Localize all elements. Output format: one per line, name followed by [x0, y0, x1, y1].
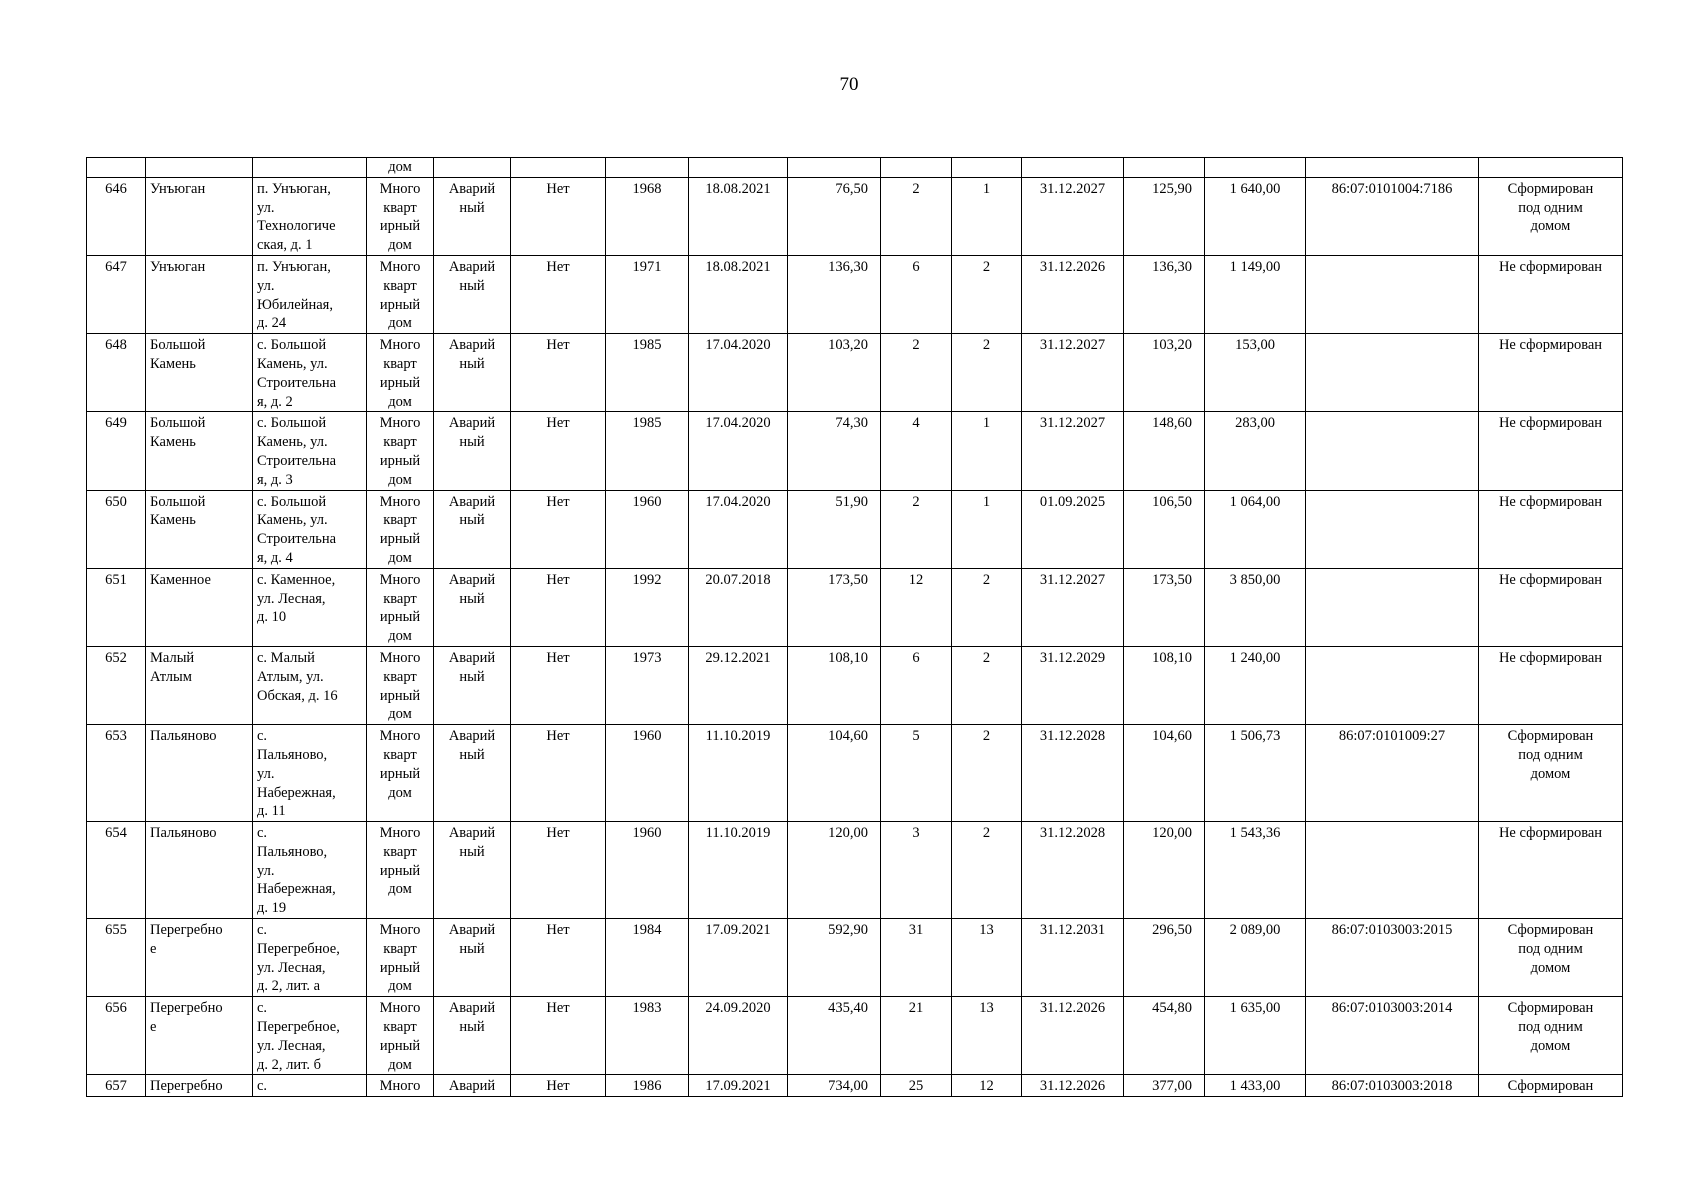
- cell-condition: Аварий ный: [434, 490, 511, 568]
- cell-land-status: Сформирован под одним домом: [1479, 997, 1623, 1075]
- cell-building-type: Много кварт ирный дом: [367, 177, 434, 255]
- cell-condition: Аварий ный: [434, 822, 511, 919]
- cell-land-status: Сформирован под одним домом: [1479, 177, 1623, 255]
- cell-cadastral-number: [1306, 822, 1479, 919]
- cell-land-area: 1 640,00: [1205, 177, 1306, 255]
- table-row: [87, 412, 1623, 490]
- cell-area: 51,90: [788, 490, 881, 568]
- cell-land-area: 1 064,00: [1205, 490, 1306, 568]
- cell-land-status: Не сформирован: [1479, 255, 1623, 333]
- cell-area: 74,30: [788, 412, 881, 490]
- cell-building-type: Много кварт ирный дом: [367, 490, 434, 568]
- cell-number: 657: [87, 1075, 146, 1097]
- cell-apartments: 2: [952, 568, 1022, 646]
- cell-residents: 4: [881, 412, 952, 490]
- cell-settlement: Малый Атлым: [146, 646, 253, 724]
- cell-flag: Нет: [511, 1075, 606, 1097]
- cell-settlement: Унъюган: [146, 177, 253, 255]
- table-cell: [881, 158, 952, 178]
- cell-cadastral-number: [1306, 255, 1479, 333]
- cell-condition: Аварий ный: [434, 997, 511, 1075]
- cell-recognition-date: 24.09.2020: [689, 997, 788, 1075]
- cell-recognition-date: 11.10.2019: [689, 822, 788, 919]
- cell-apartments: 2: [952, 334, 1022, 412]
- cell-building-type: Много кварт ирный дом: [367, 822, 434, 919]
- cell-deadline: 31.12.2027: [1022, 334, 1124, 412]
- cell-residents: 5: [881, 725, 952, 822]
- table-cell: [434, 158, 511, 178]
- cell-recognition-date: 11.10.2019: [689, 725, 788, 822]
- cell-residents: 21: [881, 997, 952, 1075]
- cell-condition: Аварий ный: [434, 255, 511, 333]
- cell-residents: 25: [881, 1075, 952, 1097]
- cell-building-type: Много кварт ирный дом: [367, 255, 434, 333]
- cell-recognition-date: 17.09.2021: [689, 919, 788, 997]
- cell-deadline: 31.12.2028: [1022, 725, 1124, 822]
- cell-area: 734,00: [788, 1075, 881, 1097]
- cell-settlement: Пальяново: [146, 725, 253, 822]
- cell-flag: Нет: [511, 725, 606, 822]
- cell-land-area: 1 240,00: [1205, 646, 1306, 724]
- cell-settlement: Перегребно: [146, 1075, 253, 1097]
- cell-year: 1960: [606, 725, 689, 822]
- table-row: [87, 1075, 1623, 1097]
- cell-apartments: 1: [952, 177, 1022, 255]
- cell-building-type: Много кварт ирный дом: [367, 997, 434, 1075]
- table-cell: [1124, 158, 1205, 178]
- cell-area: 108,10: [788, 646, 881, 724]
- table-cell: [1022, 158, 1124, 178]
- cell-land-status: Не сформирован: [1479, 822, 1623, 919]
- table-cell: дом: [367, 158, 434, 178]
- cell-area: 136,30: [788, 255, 881, 333]
- table-cell: [1306, 158, 1479, 178]
- cell-condition: Аварий ный: [434, 568, 511, 646]
- cell-building-type: Много кварт ирный дом: [367, 919, 434, 997]
- cell-residents: 2: [881, 490, 952, 568]
- cell-year: 1984: [606, 919, 689, 997]
- cell-address: с. Малый Атлым, ул. Обская, д. 16: [253, 646, 367, 724]
- cell-flag: Нет: [511, 177, 606, 255]
- cell-residents: 3: [881, 822, 952, 919]
- cell-apartments: 13: [952, 919, 1022, 997]
- cell-total-area: 454,80: [1124, 997, 1205, 1075]
- cell-land-status: Не сформирован: [1479, 568, 1623, 646]
- cell-year: 1971: [606, 255, 689, 333]
- cell-flag: Нет: [511, 919, 606, 997]
- cell-area: 76,50: [788, 177, 881, 255]
- table-cell: [1205, 158, 1306, 178]
- cell-address: с. Большой Камень, ул. Строительна я, д. 2: [253, 334, 367, 412]
- cell-land-area: 1 543,36: [1205, 822, 1306, 919]
- cell-address: с.: [253, 1075, 367, 1097]
- table-row: [87, 919, 1623, 997]
- cell-condition: Аварий ный: [434, 177, 511, 255]
- cell-flag: Нет: [511, 412, 606, 490]
- housing-registry-table: [86, 157, 1623, 1097]
- cell-condition: Аварий ный: [434, 725, 511, 822]
- cell-condition: Аварий: [434, 1075, 511, 1097]
- cell-year: 1960: [606, 822, 689, 919]
- cell-settlement: Унъюган: [146, 255, 253, 333]
- cell-land-status: Не сформирован: [1479, 334, 1623, 412]
- cell-area: 435,40: [788, 997, 881, 1075]
- cell-year: 1960: [606, 490, 689, 568]
- table-row: [87, 646, 1623, 724]
- cell-settlement: Перегребно е: [146, 997, 253, 1075]
- table-row: [87, 255, 1623, 333]
- cell-total-area: 106,50: [1124, 490, 1205, 568]
- cell-land-status: Не сформирован: [1479, 490, 1623, 568]
- table-row: [87, 568, 1623, 646]
- cell-land-area: 1 506,73: [1205, 725, 1306, 822]
- cell-total-area: 296,50: [1124, 919, 1205, 997]
- cell-area: 173,50: [788, 568, 881, 646]
- cell-recognition-date: 17.04.2020: [689, 490, 788, 568]
- cell-area: 592,90: [788, 919, 881, 997]
- table-row: [87, 334, 1623, 412]
- cell-land-status: Не сформирован: [1479, 646, 1623, 724]
- cell-cadastral-number: [1306, 334, 1479, 412]
- cell-address: с. Каменное, ул. Лесная, д. 10: [253, 568, 367, 646]
- cell-residents: 6: [881, 646, 952, 724]
- cell-recognition-date: 17.04.2020: [689, 412, 788, 490]
- cell-condition: Аварий ный: [434, 334, 511, 412]
- cell-number: 656: [87, 997, 146, 1075]
- cell-address: с. Большой Камень, ул. Строительна я, д. 3: [253, 412, 367, 490]
- cell-year: 1985: [606, 412, 689, 490]
- cell-land-area: 1 433,00: [1205, 1075, 1306, 1097]
- table-cell: [511, 158, 606, 178]
- cell-building-type: Много кварт ирный дом: [367, 646, 434, 724]
- cell-number: 650: [87, 490, 146, 568]
- cell-address: п. Унъюган, ул. Юбилейная, д. 24: [253, 255, 367, 333]
- cell-apartments: 2: [952, 725, 1022, 822]
- cell-land-area: 1 635,00: [1205, 997, 1306, 1075]
- cell-flag: Нет: [511, 490, 606, 568]
- cell-number: 655: [87, 919, 146, 997]
- cell-residents: 2: [881, 177, 952, 255]
- cell-cadastral-number: [1306, 646, 1479, 724]
- cell-year: 1983: [606, 997, 689, 1075]
- cell-year: 1968: [606, 177, 689, 255]
- cell-condition: Аварий ный: [434, 919, 511, 997]
- table-row: [87, 158, 1623, 178]
- cell-apartments: 13: [952, 997, 1022, 1075]
- cell-address: с. Перегребное, ул. Лесная, д. 2, лит. б: [253, 997, 367, 1075]
- cell-cadastral-number: 86:07:0101009:27: [1306, 725, 1479, 822]
- cell-recognition-date: 18.08.2021: [689, 177, 788, 255]
- table-cell: [788, 158, 881, 178]
- table-cell: [253, 158, 367, 178]
- cell-deadline: 31.12.2027: [1022, 177, 1124, 255]
- cell-deadline: 31.12.2026: [1022, 255, 1124, 333]
- cell-deadline: 31.12.2027: [1022, 568, 1124, 646]
- cell-flag: Нет: [511, 646, 606, 724]
- cell-total-area: 136,30: [1124, 255, 1205, 333]
- cell-total-area: 173,50: [1124, 568, 1205, 646]
- cell-settlement: Большой Камень: [146, 334, 253, 412]
- cell-land-area: 1 149,00: [1205, 255, 1306, 333]
- table-cell: [689, 158, 788, 178]
- cell-deadline: 01.09.2025: [1022, 490, 1124, 568]
- cell-building-type: Много: [367, 1075, 434, 1097]
- table-cell: [146, 158, 253, 178]
- cell-building-type: Много кварт ирный дом: [367, 334, 434, 412]
- cell-building-type: Много кварт ирный дом: [367, 568, 434, 646]
- cell-number: 654: [87, 822, 146, 919]
- cell-land-status: Сформирован: [1479, 1075, 1623, 1097]
- cell-address: с. Большой Камень, ул. Строительна я, д. 4: [253, 490, 367, 568]
- cell-deadline: 31.12.2026: [1022, 997, 1124, 1075]
- cell-deadline: 31.12.2031: [1022, 919, 1124, 997]
- cell-apartments: 1: [952, 412, 1022, 490]
- cell-total-area: 103,20: [1124, 334, 1205, 412]
- cell-residents: 2: [881, 334, 952, 412]
- cell-area: 103,20: [788, 334, 881, 412]
- cell-year: 1992: [606, 568, 689, 646]
- cell-year: 1985: [606, 334, 689, 412]
- cell-recognition-date: 17.04.2020: [689, 334, 788, 412]
- cell-land-area: 3 850,00: [1205, 568, 1306, 646]
- cell-flag: Нет: [511, 822, 606, 919]
- cell-flag: Нет: [511, 255, 606, 333]
- cell-land-status: Не сформирован: [1479, 412, 1623, 490]
- cell-deadline: 31.12.2027: [1022, 412, 1124, 490]
- cell-cadastral-number: 86:07:0103003:2014: [1306, 997, 1479, 1075]
- cell-flag: Нет: [511, 334, 606, 412]
- table-cell: [952, 158, 1022, 178]
- table-row: [87, 725, 1623, 822]
- cell-deadline: 31.12.2028: [1022, 822, 1124, 919]
- cell-settlement: Перегребно е: [146, 919, 253, 997]
- cell-land-status: Сформирован под одним домом: [1479, 919, 1623, 997]
- cell-total-area: 108,10: [1124, 646, 1205, 724]
- cell-number: 651: [87, 568, 146, 646]
- cell-year: 1986: [606, 1075, 689, 1097]
- cell-recognition-date: 18.08.2021: [689, 255, 788, 333]
- table-row: [87, 822, 1623, 919]
- cell-number: 652: [87, 646, 146, 724]
- cell-residents: 31: [881, 919, 952, 997]
- cell-apartments: 12: [952, 1075, 1022, 1097]
- cell-address: п. Унъюган, ул. Технологиче ская, д. 1: [253, 177, 367, 255]
- cell-settlement: Пальяново: [146, 822, 253, 919]
- cell-number: 649: [87, 412, 146, 490]
- cell-apartments: 2: [952, 255, 1022, 333]
- cell-building-type: Много кварт ирный дом: [367, 412, 434, 490]
- cell-apartments: 1: [952, 490, 1022, 568]
- cell-cadastral-number: 86:07:0101004:7186: [1306, 177, 1479, 255]
- table-row: [87, 490, 1623, 568]
- cell-number: 653: [87, 725, 146, 822]
- cell-land-area: 283,00: [1205, 412, 1306, 490]
- cell-total-area: 148,60: [1124, 412, 1205, 490]
- cell-total-area: 125,90: [1124, 177, 1205, 255]
- cell-cadastral-number: [1306, 568, 1479, 646]
- cell-cadastral-number: 86:07:0103003:2018: [1306, 1075, 1479, 1097]
- cell-residents: 6: [881, 255, 952, 333]
- cell-number: 646: [87, 177, 146, 255]
- cell-address: с. Пальяново, ул. Набережная, д. 11: [253, 725, 367, 822]
- cell-area: 120,00: [788, 822, 881, 919]
- table-body: [87, 158, 1623, 1097]
- table-cell: [87, 158, 146, 178]
- page-number: 70: [839, 74, 859, 95]
- cell-deadline: 31.12.2026: [1022, 1075, 1124, 1097]
- cell-condition: Аварий ный: [434, 412, 511, 490]
- cell-settlement: Большой Камень: [146, 490, 253, 568]
- cell-total-area: 104,60: [1124, 725, 1205, 822]
- cell-flag: Нет: [511, 997, 606, 1075]
- cell-year: 1973: [606, 646, 689, 724]
- cell-building-type: Много кварт ирный дом: [367, 725, 434, 822]
- cell-deadline: 31.12.2029: [1022, 646, 1124, 724]
- cell-settlement: Большой Камень: [146, 412, 253, 490]
- cell-land-area: 2 089,00: [1205, 919, 1306, 997]
- cell-settlement: Каменное: [146, 568, 253, 646]
- cell-recognition-date: 29.12.2021: [689, 646, 788, 724]
- cell-cadastral-number: 86:07:0103003:2015: [1306, 919, 1479, 997]
- cell-residents: 12: [881, 568, 952, 646]
- cell-total-area: 377,00: [1124, 1075, 1205, 1097]
- cell-flag: Нет: [511, 568, 606, 646]
- table-row: [87, 997, 1623, 1075]
- cell-number: 647: [87, 255, 146, 333]
- cell-cadastral-number: [1306, 412, 1479, 490]
- cell-total-area: 120,00: [1124, 822, 1205, 919]
- table-row: [87, 177, 1623, 255]
- table-cell: [1479, 158, 1623, 178]
- cell-land-area: 153,00: [1205, 334, 1306, 412]
- table-cell: [606, 158, 689, 178]
- cell-condition: Аварий ный: [434, 646, 511, 724]
- cell-number: 648: [87, 334, 146, 412]
- cell-recognition-date: 17.09.2021: [689, 1075, 788, 1097]
- cell-apartments: 2: [952, 822, 1022, 919]
- cell-address: с. Пальяново, ул. Набережная, д. 19: [253, 822, 367, 919]
- cell-area: 104,60: [788, 725, 881, 822]
- cell-recognition-date: 20.07.2018: [689, 568, 788, 646]
- cell-apartments: 2: [952, 646, 1022, 724]
- cell-cadastral-number: [1306, 490, 1479, 568]
- cell-land-status: Сформирован под одним домом: [1479, 725, 1623, 822]
- cell-address: с. Перегребное, ул. Лесная, д. 2, лит. а: [253, 919, 367, 997]
